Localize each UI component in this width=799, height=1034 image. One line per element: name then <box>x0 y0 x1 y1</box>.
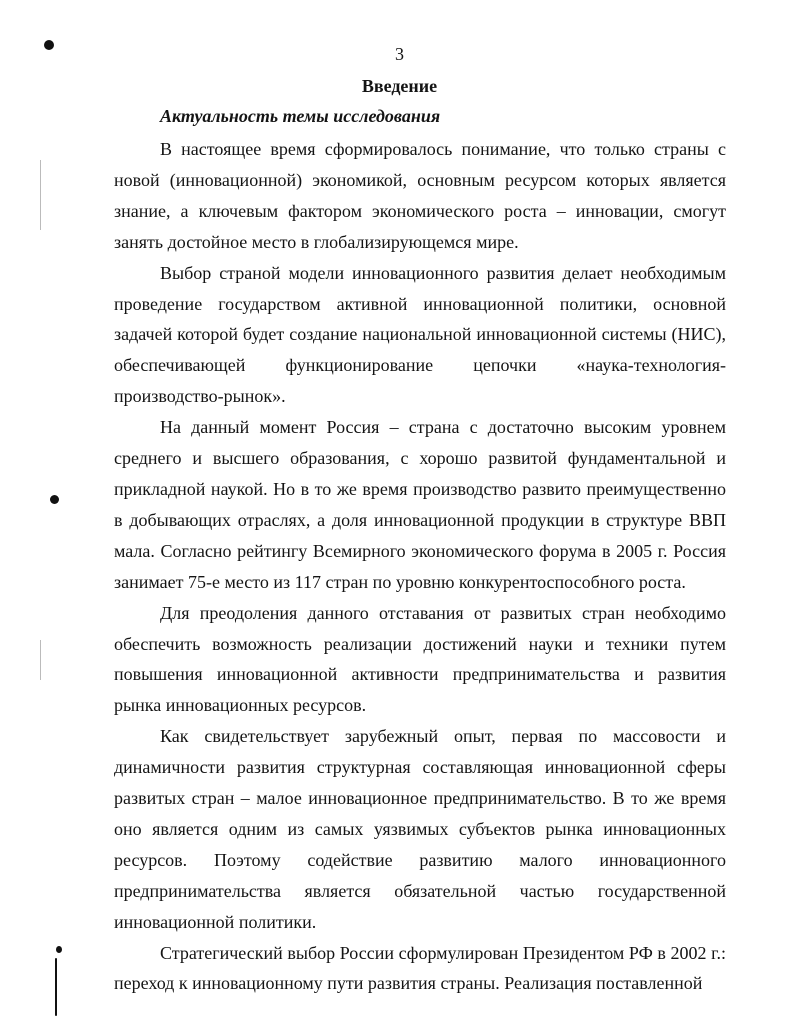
body-text <box>114 134 726 999</box>
paragraph: На данный момент Россия – страна с достаточно высоким уровнем среднего и высшего образования, с хорошо развитой фундаментальной и прикладной наукой. Но в то же время производство развито преимущественно в добывающих отраслях, а доля инновационной продукции в структуре ВВП мала. Согласно рейтингу Всемирного экономического форума в 2005 г. Россия занимает 75-е место из 117 стран по уровню конкурентоспособного роста. <box>114 417 726 592</box>
scan-faint-line <box>40 160 41 230</box>
page-number: 3 <box>395 44 404 64</box>
paragraph: Как свидетельствует зарубежный опыт, первая по массовости и динамичности развития структурная составляющая инновационной сферы развитых стран – малое инновационное предпринимательство. В то же время оно является одним из самых уязвимых субъектов рынка инновационных ресурсов. Поэтому содействие развитию малого инновационного предпринимательства является обязательной частью государственной инновационной политики. <box>114 726 726 932</box>
scan-faint-line <box>40 640 41 680</box>
section-heading: Введение <box>361 76 438 96</box>
section-subheading: Актуальность темы исследования <box>160 106 441 126</box>
paragraph: В настоящее время сформировалось понимание, что только страны с новой (инновационной) экономикой, основным ресурсом которых является знание, а ключевым фактором экономического роста – инновации, смогут занять достойное место в глобализирующемся мире. <box>114 139 726 252</box>
paragraph: Для преодоления данного отставания от развитых стран необходимо обеспечить возможность реализации достижений науки и техники путем повышения инновационной активности предпринимательства и развития рынка инновационных ресурсов. <box>114 602 726 716</box>
scan-dot-mark <box>56 946 62 953</box>
scan-bar-mark <box>55 958 57 1016</box>
paragraph: Выбор страной модели инновационного развития делает необходимым проведение государством активной инновационной политики, основной задачей которой будет создание национальной инновационной системы (НИС), обеспечивающей функционирование цепочки «наука-технология-производство-рынок». <box>114 262 726 407</box>
scan-dot-mark <box>50 495 59 504</box>
paragraph: Стратегический выбор России сформулирован Президентом РФ в 2002 г.: переход к инновационному пути развития страны. Реализация поставленной <box>114 942 726 994</box>
